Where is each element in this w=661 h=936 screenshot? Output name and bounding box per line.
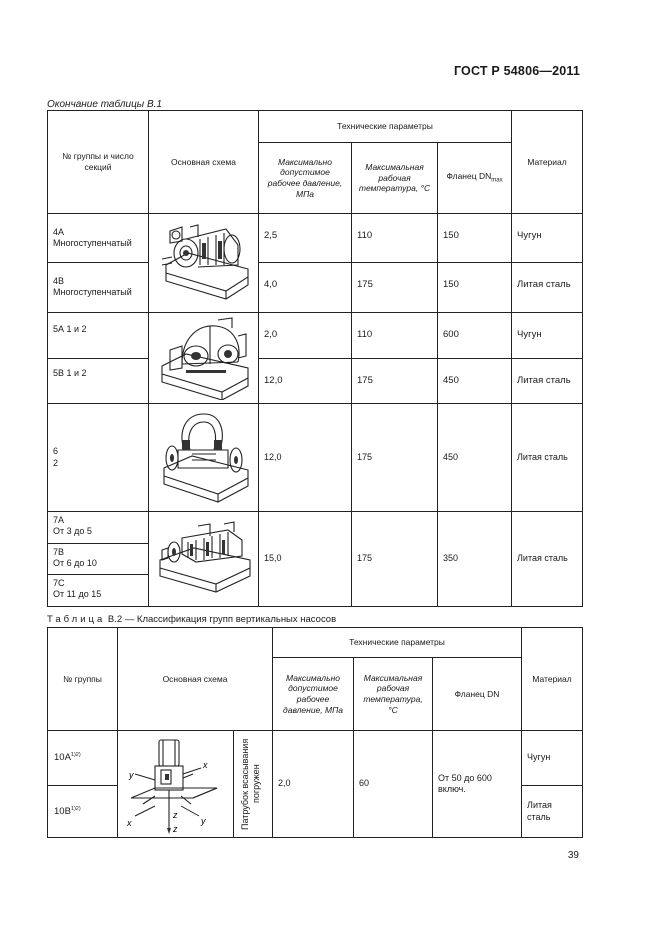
group-cell-5b: 5В 1 и 2 (48, 359, 149, 404)
temperature-5b: 175 (352, 359, 438, 404)
axis-y-label-right: y (200, 816, 205, 826)
multistage-pump-drawing (156, 221, 252, 305)
temperature-7: 175 (352, 512, 438, 607)
t2-col-header-group: № группы (48, 628, 118, 731)
t2-material-10a: Чугун (522, 731, 583, 786)
pressure-7: 15,0 (259, 512, 352, 607)
t2-col-header-scheme: Основная схема (118, 628, 273, 731)
pressure-4a: 2,5 (259, 214, 352, 263)
t2-group-10b: $10В^{1)2)}$ (48, 786, 118, 838)
axis-x-label-left: x (126, 818, 131, 828)
table1-caption: Окончание таблицы В.1 (47, 99, 162, 110)
pressure-4b: 4,0 (259, 263, 352, 313)
flange-6: 450 (438, 404, 512, 512)
col-header-group: № группы и число секций (48, 111, 149, 214)
scheme-cell-7 (149, 512, 259, 607)
material-6: Литая сталь (512, 404, 583, 512)
group-cell-4b: 4В Многоступенчатый (48, 263, 149, 313)
col-header-scheme: Основная схема (149, 111, 259, 214)
group-cell-4a: 4А Многоступенчатый (48, 214, 149, 263)
t2-group-10a: $10А^{1)2)}$ (48, 731, 118, 786)
vertical-inline-pump-drawing (156, 410, 252, 506)
t2-temperature: 60 (354, 731, 433, 838)
t2-scheme-cell (118, 731, 234, 838)
material-5a: Чугун (512, 313, 583, 359)
flange-4b: 150 (438, 263, 512, 313)
t2-col-header-material: Материал (522, 628, 583, 731)
col-header-flange: Фланец $DN_{max}$ (438, 143, 512, 214)
temperature-6: 175 (352, 404, 438, 512)
axis-x-label-right: x (202, 760, 207, 770)
t2-pressure: 2,0 (273, 731, 354, 838)
col-header-pressure: Максимально допустимое рабочее давление, МПа (259, 143, 352, 214)
col-header-temperature: Максимальная рабочая температура, °С (352, 143, 438, 214)
page-number: 39 (567, 850, 579, 861)
pressure-5a: 2,0 (259, 313, 352, 359)
pressure-6: 12,0 (259, 404, 352, 512)
group-cell-7c: 7С От 11 до 15 (48, 575, 149, 607)
suction-note: Патрубок всасывания погружен (240, 738, 261, 830)
group-cell-5a: 5А 1 и 2 (48, 313, 149, 359)
scheme-cell-5 (149, 313, 259, 404)
axis-y-label-left: y (128, 770, 133, 780)
material-7: Литая сталь (512, 512, 583, 607)
flange-5b: 450 (438, 359, 512, 404)
material-5b: Литая сталь (512, 359, 583, 404)
col-header-tech: Технические параметры (259, 111, 512, 143)
t2-col-header-temperature: Максимальная рабочая температура, °С (354, 658, 433, 731)
t2-col-header-pressure: Максимально допустимое рабочее давление, МПа (273, 658, 354, 731)
table-b1 (47, 110, 583, 607)
flange-7: 350 (438, 512, 512, 607)
t2-col-header-tech: Технические параметры (273, 628, 522, 658)
high-pressure-pump-drawing (154, 520, 254, 598)
vertical-pump-axes-drawing (121, 734, 231, 834)
flange-4a: 150 (438, 214, 512, 263)
group-cell-7b: 7В От 6 до 10 (48, 543, 149, 575)
flange-5a: 600 (438, 313, 512, 359)
table2-caption: Таблица В.2 — Классификация групп вертикальных насосов (47, 614, 337, 625)
t2-material-10b: Литая сталь (522, 786, 583, 838)
split-case-pump-drawing (156, 316, 252, 400)
col-header-material: Материал (512, 111, 583, 214)
material-4b: Литая сталь (512, 263, 583, 313)
axis-z-label-upper: z (172, 810, 177, 820)
t2-flange: От 50 до 600 включ. (433, 731, 522, 838)
scheme-cell-6 (149, 404, 259, 512)
temperature-5a: 110 (352, 313, 438, 359)
temperature-4b: 175 (352, 263, 438, 313)
t2-col-header-flange: Фланец DN (433, 658, 522, 731)
group-cell-7a: 7А От 3 до 5 (48, 512, 149, 544)
t2-vertical-note-cell (234, 731, 273, 838)
axis-z-label-lower: z (172, 824, 177, 834)
pressure-5b: 12,0 (259, 359, 352, 404)
scheme-cell-4 (149, 214, 259, 313)
document-header: ГОСТ Р 54806—2011 (453, 64, 580, 78)
material-4a: Чугун (512, 214, 583, 263)
table-b2 (47, 627, 583, 838)
group-cell-6: 6 2 (48, 404, 149, 512)
temperature-4a: 110 (352, 214, 438, 263)
